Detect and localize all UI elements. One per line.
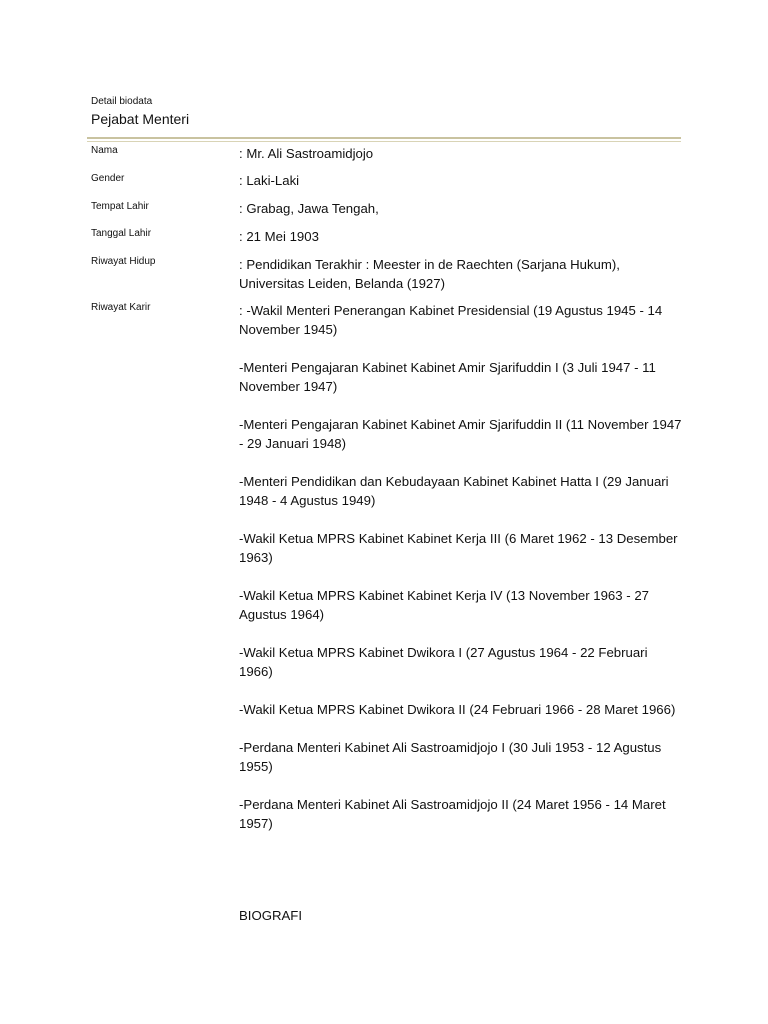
document-title: Pejabat Menteri xyxy=(91,111,190,127)
field-value-tanggal-lahir: : 21 Mei 1903 xyxy=(239,229,319,244)
field-value-riwayat-hidup: : Pendidikan Terakhir : Meester in de Raechten (Sarjana Hukum), Universitas Leiden, Belanda (1927) xyxy=(239,257,620,291)
header-divider xyxy=(87,137,681,139)
career-item: -Wakil Ketua MPRS Kabinet Kabinet Kerja III (6 Maret 1962 - 13 Desember 1963) xyxy=(239,531,678,565)
career-item: -Menteri Pendidikan dan Kebudayaan Kabinet Kabinet Hatta I (29 Januari 1948 - 4 Agustus 1949) xyxy=(239,474,669,508)
field-value-gender: : Laki-Laki xyxy=(239,173,300,188)
field-value-tempat-lahir: : Grabag, Jawa Tengah, xyxy=(239,201,379,216)
career-item: -Perdana Menteri Kabinet Ali Sastroamidjojo I (30 Juli 1953 - 12 Agustus 1955) xyxy=(239,740,662,774)
field-label-nama: Nama xyxy=(91,145,118,156)
field-label-gender: Gender xyxy=(91,173,125,184)
document-label: Detail biodata xyxy=(91,96,153,107)
career-item: -Wakil Ketua MPRS Kabinet Dwikora II (24 Februari 1966 - 28 Maret 1966) xyxy=(239,702,676,717)
field-value-nama: : Mr. Ali Sastroamidjojo xyxy=(239,146,374,161)
career-item: -Wakil Ketua MPRS Kabinet Kabinet Kerja IV (13 November 1963 - 27 Agustus 1964) xyxy=(239,588,649,622)
field-label-riwayat-karir: Riwayat Karir xyxy=(91,302,151,313)
career-item: -Menteri Pengajaran Kabinet Kabinet Amir Sjarifuddin II (11 November 1947 - 29 Januari 1948) xyxy=(239,417,682,451)
field-label-tanggal-lahir: Tanggal Lahir xyxy=(91,228,152,239)
field-label-tempat-lahir: Tempat Lahir xyxy=(91,201,149,212)
career-item: -Wakil Ketua MPRS Kabinet Dwikora I (27 Agustus 1964 - 22 Februari 1966) xyxy=(239,645,648,679)
header-divider-secondary xyxy=(87,141,681,142)
career-item: : -Wakil Menteri Penerangan Kabinet Presidensial (19 Agustus 1945 - 14 November 1945) xyxy=(239,303,663,337)
career-item: -Perdana Menteri Kabinet Ali Sastroamidjojo II (24 Maret 1956 - 14 Maret 1957) xyxy=(239,797,666,831)
field-label-riwayat-hidup: Riwayat Hidup xyxy=(91,256,156,267)
field-value-riwayat-karir xyxy=(239,301,684,833)
career-item: -Menteri Pengajaran Kabinet Kabinet Amir Sjarifuddin I (3 Juli 1947 - 11 November 1947) xyxy=(239,360,656,394)
section-heading-biografi: BIOGRAFI xyxy=(239,908,303,923)
